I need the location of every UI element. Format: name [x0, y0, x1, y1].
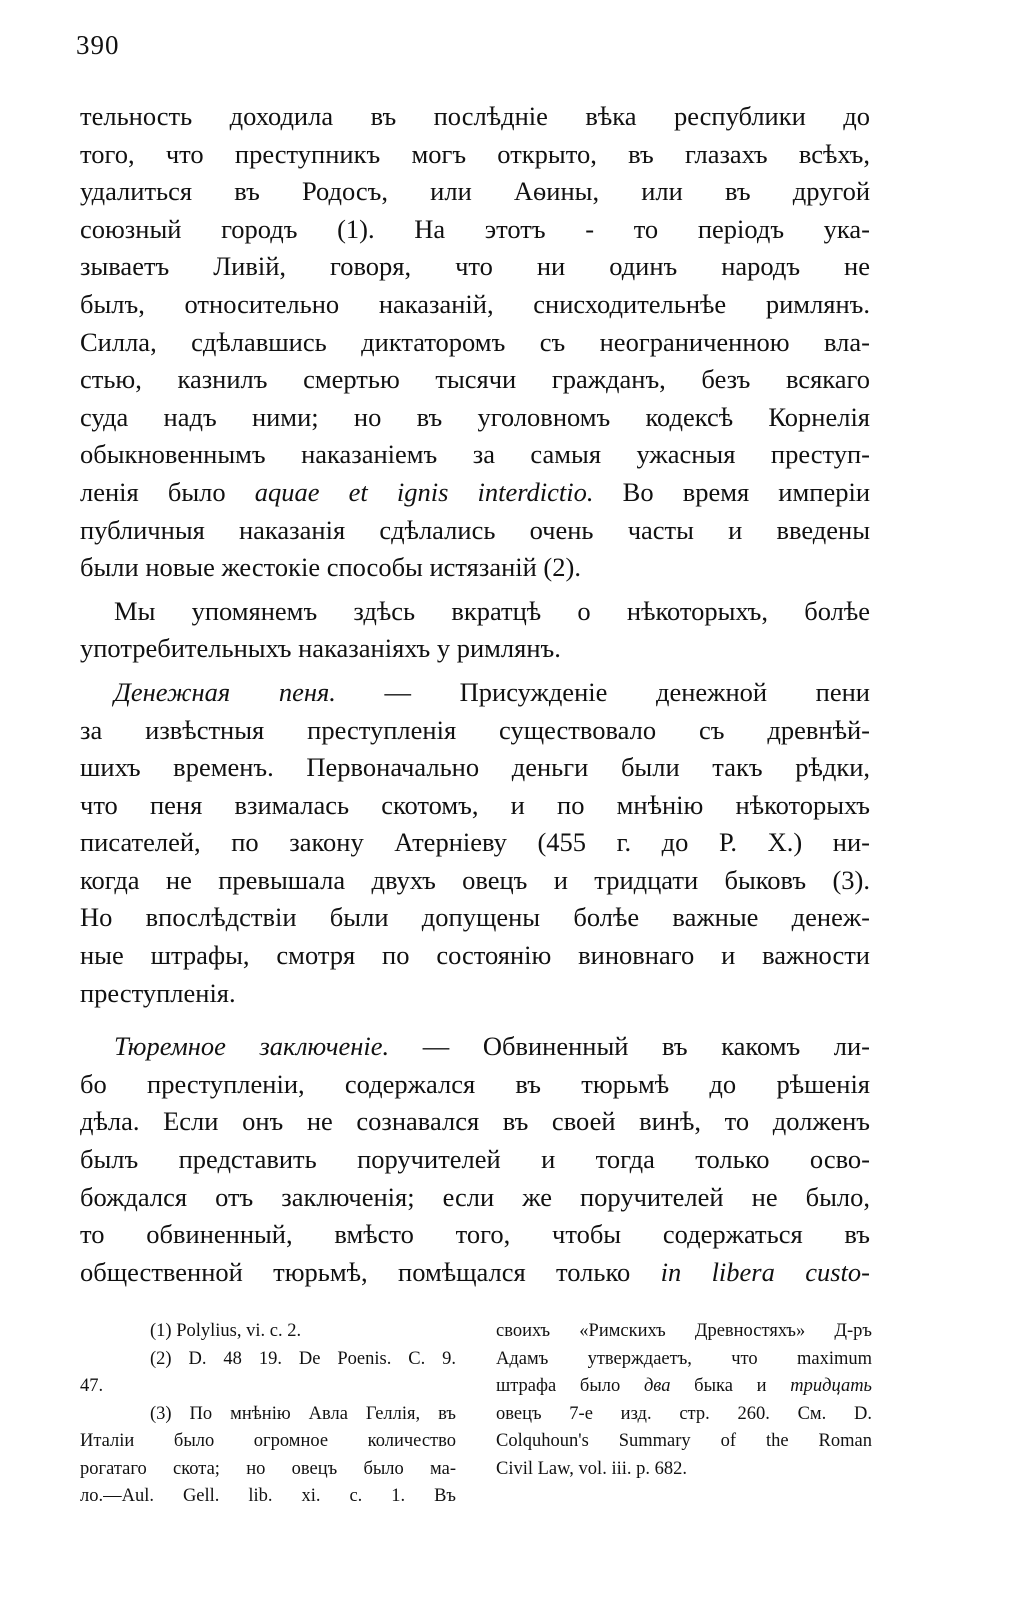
text-line: то обвиненный, вмѣсто того, чтобы содержаться въ	[80, 1219, 870, 1250]
footnote-line: Civil Law, vol. iii. p. 682.	[496, 1458, 687, 1479]
text-line: Но впослѣдствіи были допущены болѣе важные денеж-	[80, 902, 870, 933]
text-line: за извѣстныя преступленія существовало съ древнѣй-	[80, 714, 870, 745]
text-run: быка и	[670, 1376, 791, 1396]
paragraph-1	[80, 98, 870, 587]
footnote-line: Colquhoun's Summary of the Roman	[496, 1431, 872, 1451]
footnote-line: овецъ 7-е изд. стр. 260. См. D.	[496, 1403, 872, 1424]
text-run: штрафа было	[496, 1376, 644, 1396]
text-line: Мы упомянемъ здѣсь вкратцѣ о нѣкоторыхъ, болѣе	[114, 595, 870, 626]
footnotes-right-column	[496, 1318, 872, 1511]
footnote-line: Италіи было огромное количество	[80, 1431, 456, 1451]
footnote-line: Адамъ утверждаетъ, что maximum	[496, 1348, 872, 1369]
footnotes-left-column	[80, 1318, 456, 1511]
section-heading: Денежная пеня.	[114, 676, 336, 707]
footnote-line: (3) По мнѣнію Авла Геллія, въ	[150, 1403, 456, 1424]
footnotes	[80, 1318, 872, 1511]
footnote-line: своихъ «Римскихъ Древностяхъ» Д-ръ	[496, 1321, 872, 1341]
page-number: 390	[76, 30, 120, 60]
text-line: удалиться въ Родосъ, или Аѳины, или въ другой	[80, 176, 870, 207]
latin-phrase: in libera custo-	[660, 1256, 870, 1287]
text-line: бождался отъ заключенія; если же поручителей не было,	[80, 1181, 870, 1212]
text-line: стью, казнилъ смертью тысячи гражданъ, безъ всякаго	[80, 364, 870, 395]
text-line	[80, 474, 870, 512]
text-line: былъ представить поручителей и тогда только осво-	[80, 1144, 870, 1175]
text-run: ленія было	[80, 476, 255, 507]
text-line: писателей, по закону Атерніеву (455 г. до Р. Х.) ни-	[80, 827, 870, 858]
emphasis: два	[643, 1376, 671, 1396]
text-line: союзный городъ (1). На этотъ - то періодъ ука-	[80, 213, 870, 244]
text-line: дѣла. Если онъ не сознавался въ своей винѣ, то долженъ	[80, 1106, 870, 1137]
text-line: обыкновеннымъ наказаніемъ за самыя ужасныя преступ-	[80, 439, 870, 470]
text-line: зываетъ Ливій, говоря, что ни одинъ народъ не	[80, 251, 870, 282]
footnote-line: (2) D. 48 19. De Poenis. C. 9.	[150, 1348, 456, 1369]
text-line: тельность доходила въ послѣдніе вѣка республики до	[80, 101, 870, 131]
footnote-line: 47.	[80, 1376, 104, 1396]
text-line: когда не превышала двухъ овецъ и тридцати быковъ (3).	[80, 864, 870, 895]
text-line: бо преступленіи, содержался въ тюрьмѣ до рѣшенія	[80, 1068, 870, 1099]
text-line: преступленія.	[80, 977, 236, 1008]
footnote-line: рогатаго скота; но овецъ было ма-	[80, 1458, 456, 1479]
latin-phrase: aquae et ignis interdictio.	[254, 476, 594, 507]
section-heading: Тюремное заключеніе.	[114, 1031, 390, 1062]
text-line: шихъ временъ. Первоначально деньги были такъ рѣдки,	[80, 752, 870, 783]
paragraph-2	[80, 593, 870, 668]
text-line: Силла, сдѣлавшись диктаторомъ съ неограниченною вла-	[80, 326, 870, 357]
main-text	[80, 98, 870, 1291]
text-run: — Присужденіе денежной пени	[335, 676, 870, 707]
text-line	[80, 674, 870, 712]
text-line: были новые жестокіе способы истязаній (2).	[80, 552, 581, 583]
text-line: былъ, относительно наказаній, снисходительнѣе римлянъ.	[80, 288, 870, 319]
text-line	[80, 1254, 870, 1292]
text-line: употребительныхъ наказаніяхъ у римлянъ.	[80, 633, 561, 664]
paragraph-4	[80, 1028, 870, 1291]
text-run: — Обвиненный въ какомъ ли-	[389, 1031, 870, 1062]
footnote-line: (1) Polylius, vi. c. 2.	[150, 1321, 302, 1341]
text-line	[80, 1028, 870, 1066]
text-line: того, что преступникъ могъ открыто, въ глазахъ всѣхъ,	[80, 138, 870, 169]
text-run: Во время имперіи	[593, 476, 870, 507]
text-line: публичныя наказанія сдѣлались очень часты и введены	[80, 514, 870, 545]
text-line: суда надъ ними; но въ уголовномъ кодексѣ Корнелія	[80, 401, 870, 432]
footnote-line: ло.—Aul. Gell. lib. xi. c. 1. Въ	[80, 1486, 456, 1506]
text-line: что пеня взималась скотомъ, и по мнѣнію нѣкоторыхъ	[80, 789, 870, 820]
emphasis: тридцать	[790, 1376, 872, 1396]
paragraph-3	[80, 674, 870, 1012]
text-line: ные штрафы, смотря по состоянію виновнаго и важности	[80, 940, 870, 971]
text-run: общественной тюрьмѣ, помѣщался только	[80, 1256, 661, 1287]
footnote-line	[496, 1373, 872, 1401]
